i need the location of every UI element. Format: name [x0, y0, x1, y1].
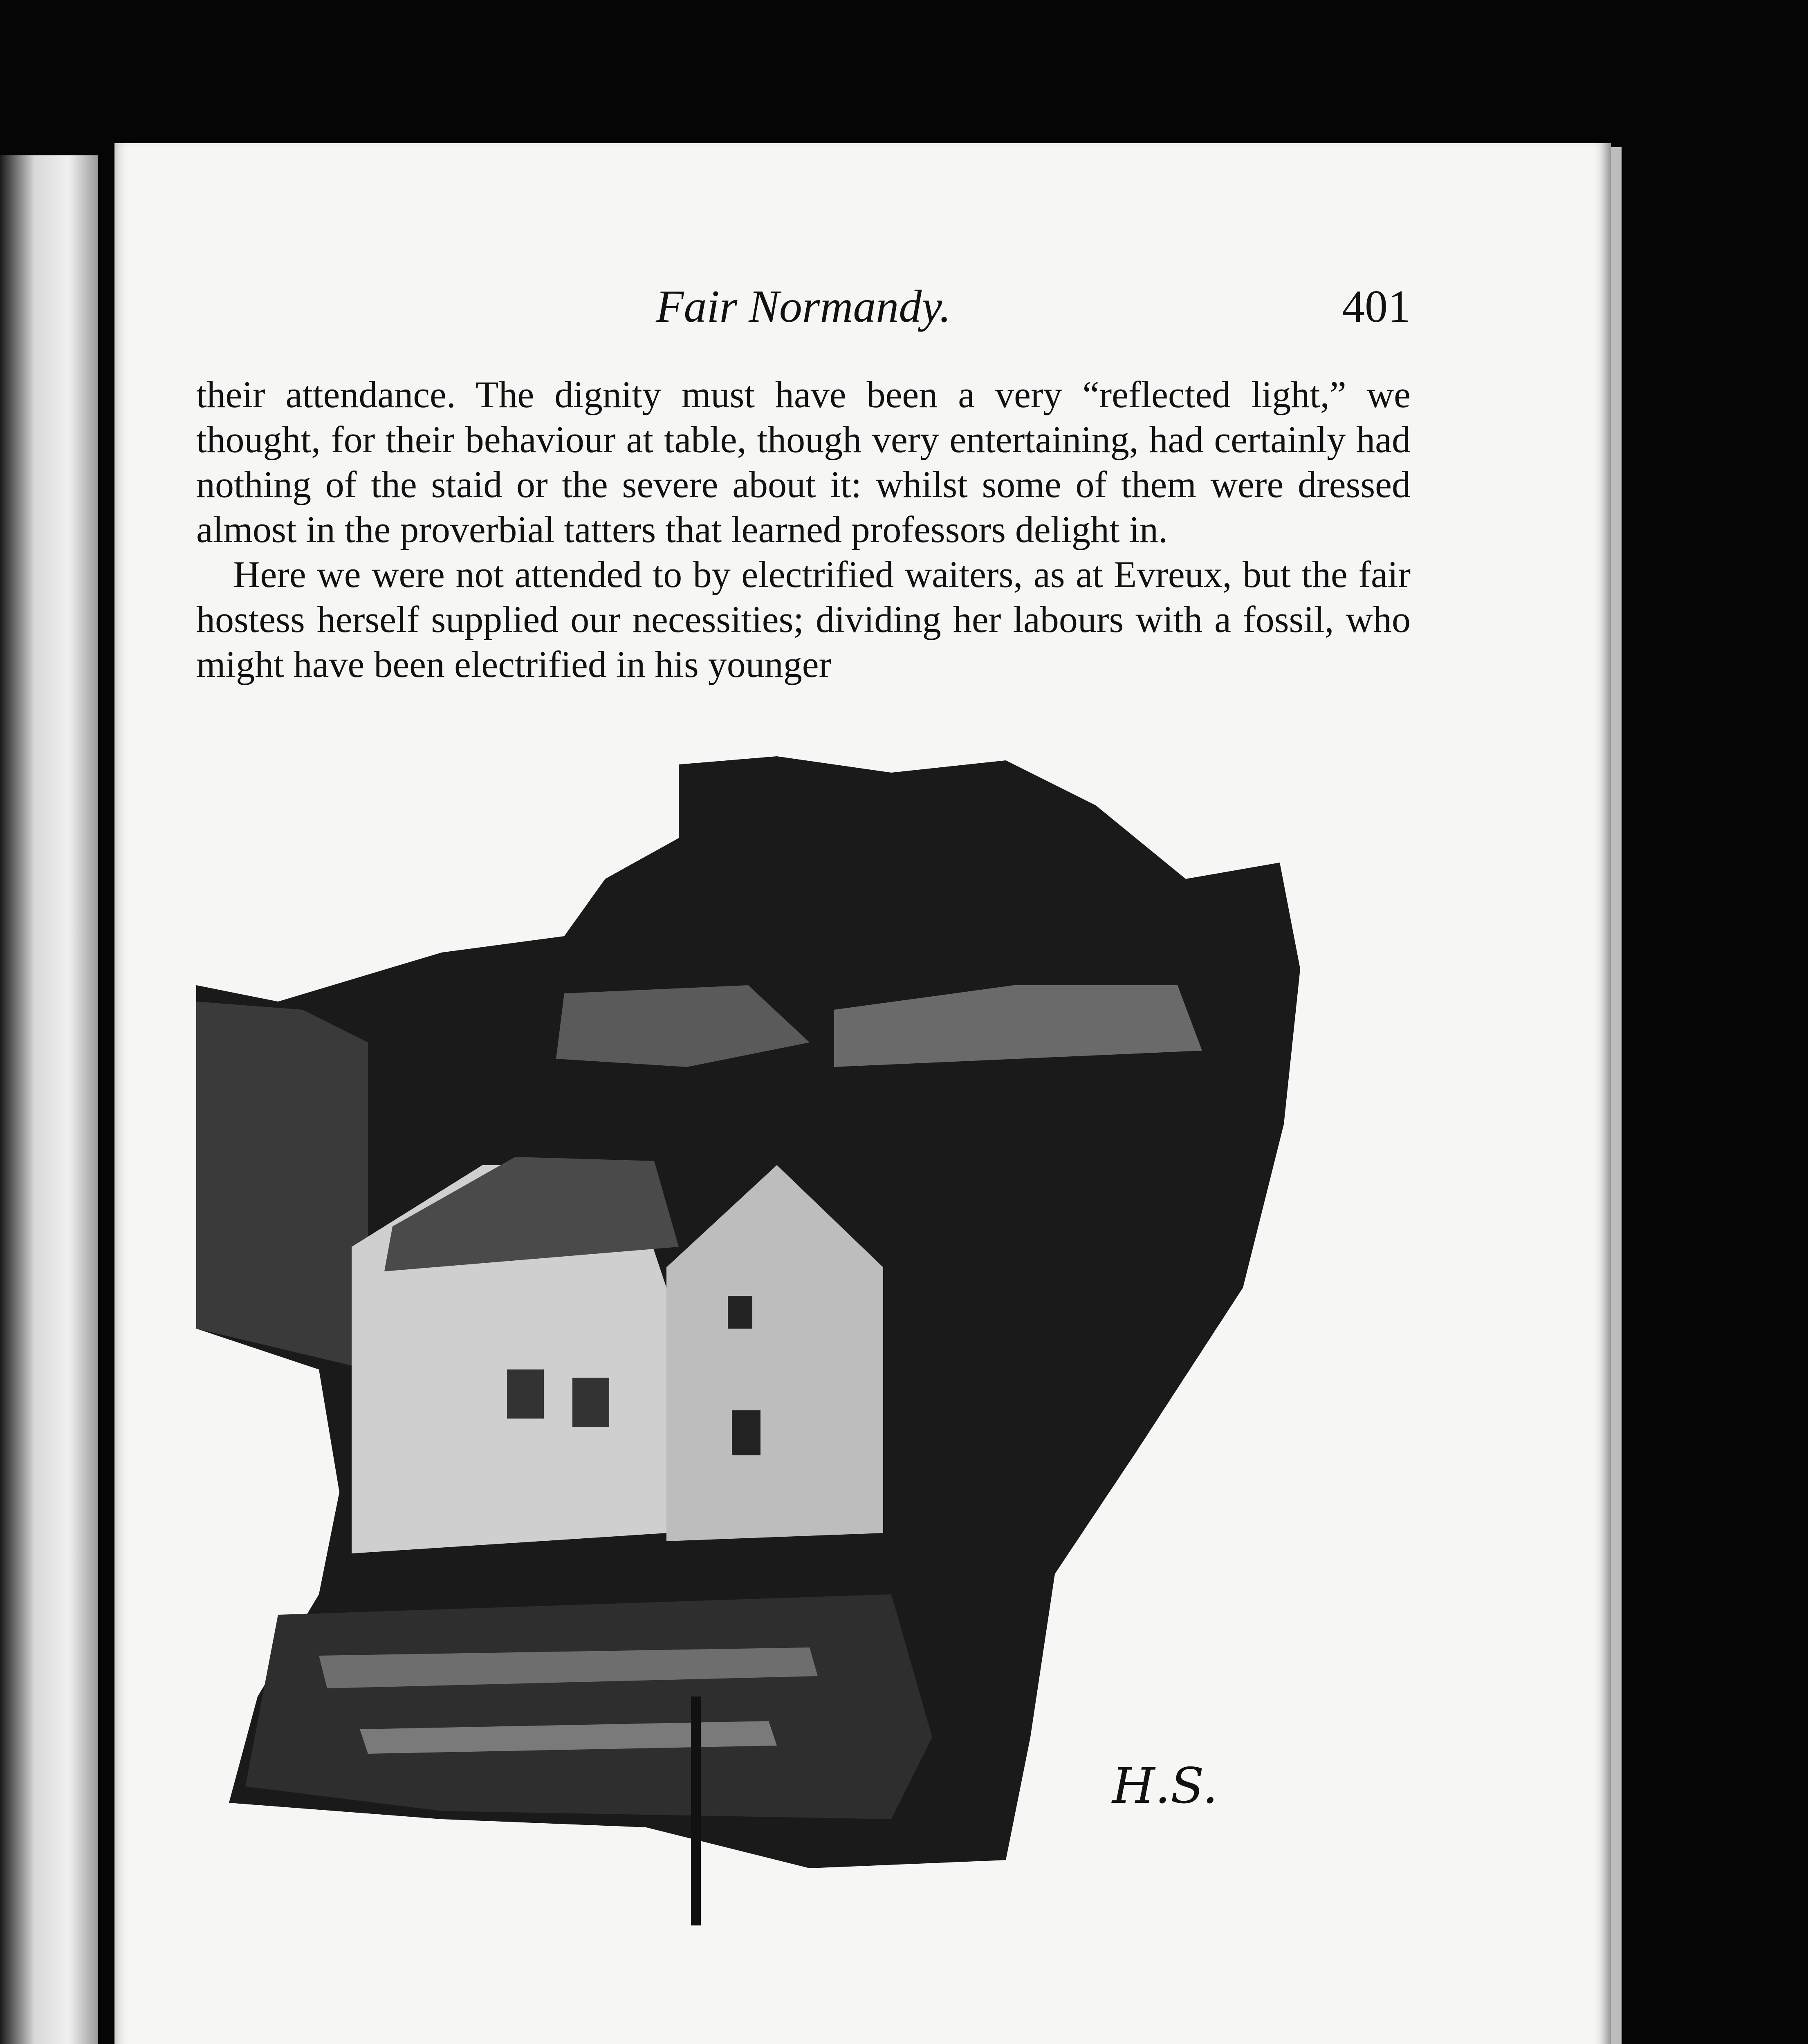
chartres-engraving [196, 756, 1411, 2044]
book-page [114, 143, 1611, 2044]
page-header [196, 278, 1411, 335]
body-text-top [196, 372, 1411, 687]
left-page-edge [0, 155, 98, 2044]
engraving-water [245, 1594, 932, 1819]
artist-mark: H.S. [1112, 1758, 1218, 1815]
right-page-edge [1611, 147, 1622, 2044]
running-title: Fair Normandy. [656, 281, 951, 332]
paragraph: Here we were not attended to by electrified waiters, as at Evreux, but the fair hostess herself supplied our necessities; dividing her labours with a fossil, who might have been electrified in his younger [196, 554, 1411, 685]
paragraph: their attendance. The dignity must have been a very “reflected light,” we thought, for their behaviour at table, though very entertaining, had certainly had nothing of the staid or the severe about it: whilst some of them were dressed almost in the proverbial tatters that learned professors delight in. [196, 374, 1411, 550]
page-number: 401 [1342, 281, 1411, 332]
